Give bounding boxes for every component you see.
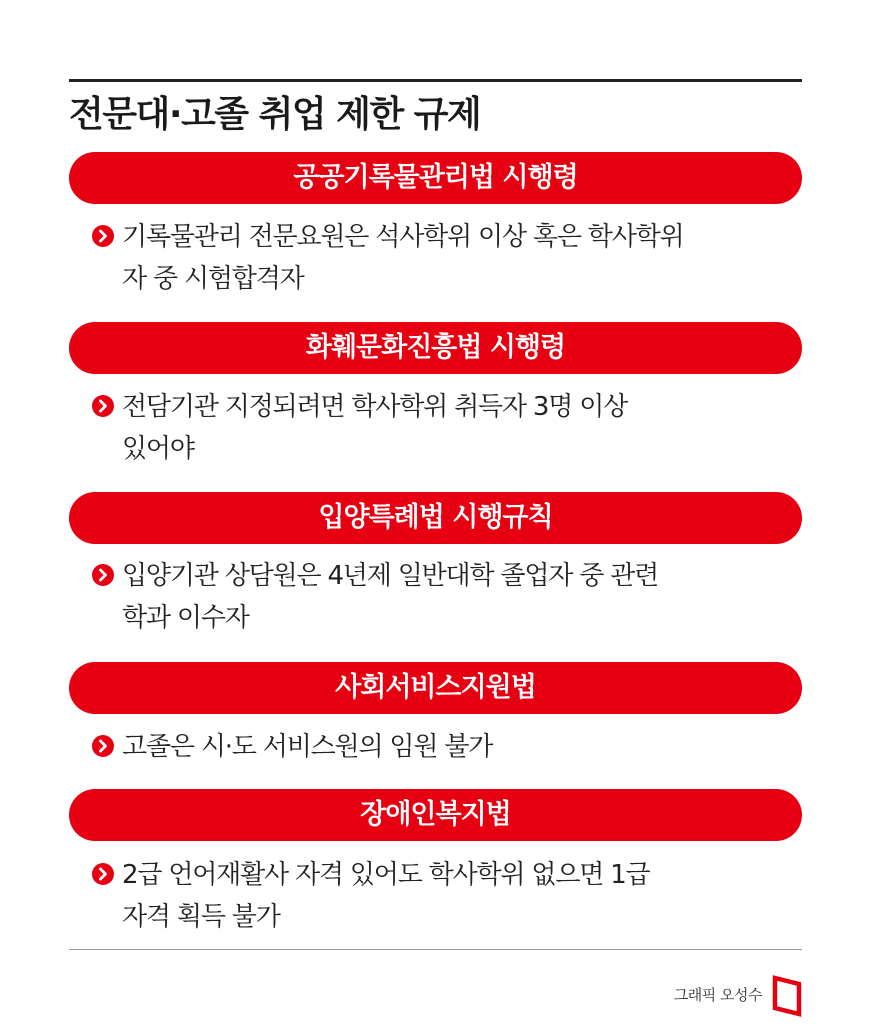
section-heading-5: 장애인복지법 <box>69 789 802 841</box>
section-body-4 <box>92 728 797 768</box>
section-body-1 <box>92 218 797 298</box>
section-body-5 <box>92 856 797 936</box>
section-text-line: 학과 이수자 <box>122 603 249 633</box>
section-body-2 <box>92 388 797 468</box>
section-body-3 <box>92 557 797 637</box>
brand-logo-icon <box>772 975 802 1021</box>
chevron-right-circle-icon <box>92 395 114 417</box>
chevron-right-circle-icon <box>92 225 114 247</box>
section-heading-2: 화훼문화진흥법 시행령 <box>69 322 802 374</box>
bottom-divider <box>69 949 802 950</box>
section-text-line: 전담기관 지정되려면 학사학위 취득자 3명 이상 <box>122 392 628 422</box>
chevron-right-circle-icon <box>92 564 114 586</box>
section-heading-1: 공공기록물관리법 시행령 <box>69 152 802 204</box>
chevron-right-circle-icon <box>92 735 114 757</box>
section-text-line: 자격 획득 불가 <box>122 902 280 932</box>
graphic-credit: 그래픽 오성수 <box>673 986 762 1004</box>
section-text-line: 자 중 시험합격자 <box>122 264 304 294</box>
page-title: 전문대·고졸 취업 제한 규제 <box>69 94 481 135</box>
top-divider <box>69 79 802 82</box>
chevron-right-circle-icon <box>92 863 114 885</box>
section-text-line: 기록물관리 전문요원은 석사학위 이상 혹은 학사학위 <box>122 222 684 252</box>
section-text-line: 고졸은 시·도 서비스원의 임원 불가 <box>122 732 493 762</box>
section-heading-4: 사회서비스지원법 <box>69 662 802 714</box>
section-text-line: 입양기관 상담원은 4년제 일반대학 졸업자 중 관련 <box>122 561 659 591</box>
section-heading-3: 입양특례법 시행규칙 <box>69 492 802 544</box>
section-text-line: 있어야 <box>122 434 194 464</box>
section-text-line: 2급 언어재활사 자격 있어도 학사학위 없으면 1급 <box>122 860 650 890</box>
